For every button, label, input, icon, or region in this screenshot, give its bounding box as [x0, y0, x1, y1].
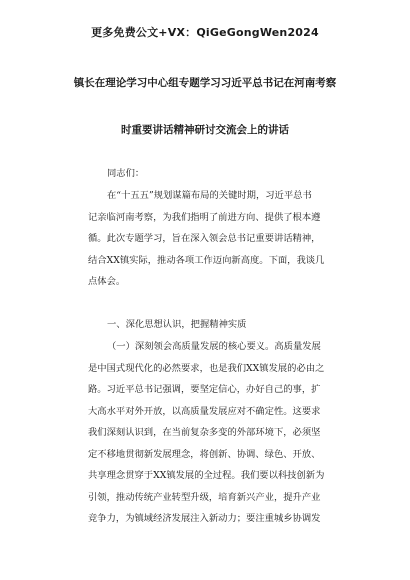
paragraph-line: 定不移地贯彻新发展理念，将创新、协调、绿色、开放、 — [88, 448, 321, 460]
paragraph-section-1 — [88, 336, 350, 530]
paragraph-line: 结合XX镇实际，推动各项工作迈向新高度。下面，我谈几 — [88, 254, 325, 266]
salutation — [88, 163, 350, 185]
section-heading-text: 一、深化思想认识，把握精神实质 — [107, 319, 247, 330]
paragraph-line: 在“十五五”规划谋篇布局的关键时期，习近平总书 — [107, 190, 312, 201]
promo-header: 更多免费公文+VX：QiGeGongWen2024 — [91, 26, 319, 39]
section-heading-1 — [88, 314, 350, 336]
paragraph-line: （一）深刻领会高质量发展的核心要义。高质量发展 — [107, 341, 321, 352]
title-line-1: 镇长在理论学习中心组专题学习习近平总书记在河南考察 — [73, 77, 337, 89]
paragraph-line: 是中国式现代化的必然要求，也是我们XX镇发展的必由之 — [88, 362, 325, 374]
paragraph-line: 大高水平对外开放，以高质量发展应对不确定性。这要求 — [88, 405, 321, 417]
paragraph-line: 我们深刻认识到，在当前复杂多变的外部环境下，必须坚 — [88, 427, 321, 438]
paragraph-line: 竞争力，为镇域经济发展注入新动力；要注重城乡协调发 — [88, 513, 321, 524]
paragraph-line: 记亲临河南考察，为我们指明了前进方向、提供了根本遵 — [88, 211, 321, 223]
paragraph-line: 循。此次专题学习，旨在深入领会总书记重要讲话精神， — [88, 233, 321, 244]
title-line-2: 时重要讲话精神研讨交流会上的讲话 — [121, 124, 289, 136]
paragraph-line: 引领，推动传统产业转型升级，培育新兴产业，提升产业 — [88, 491, 321, 503]
paragraph-intro — [88, 185, 350, 293]
paragraph-line: 点体会。 — [88, 276, 126, 287]
paragraph-line: 路。习近平总书记强调，要坚定信心，办好自己的事，扩 — [88, 384, 321, 395]
paragraph-line: 共享理念贯穿于XX镇发展的全过程。我们要以科技创新为 — [88, 470, 325, 481]
salutation-text: 同志们： — [107, 168, 145, 179]
